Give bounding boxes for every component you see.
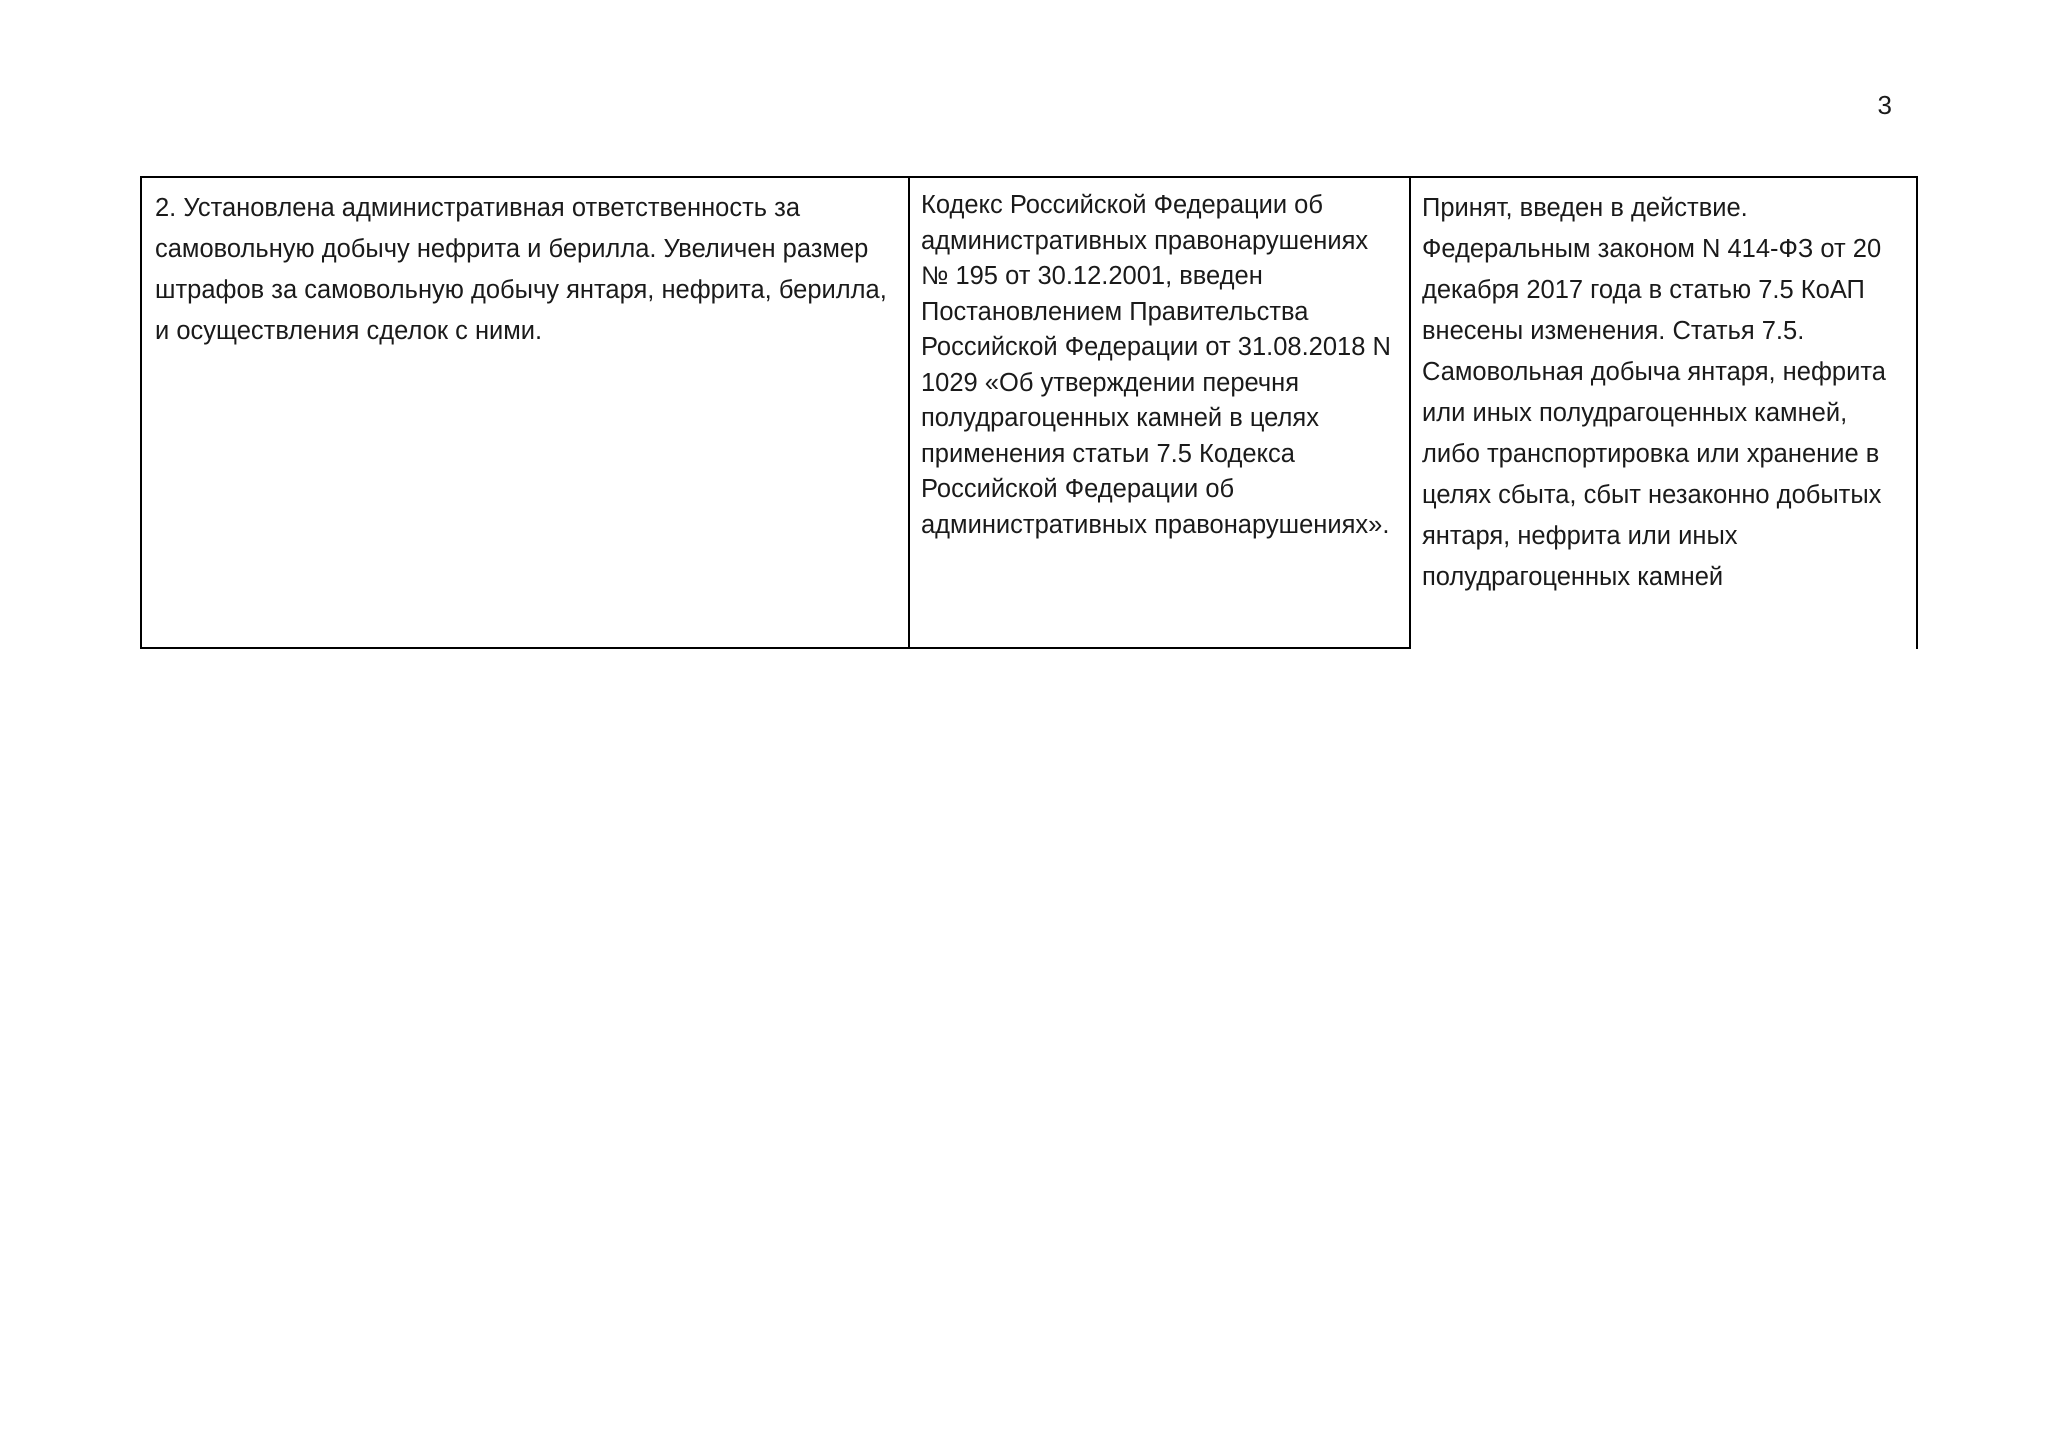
legal-act-text: Кодекс Российской Федерации об административных правонарушениях № 195 от 30.12.2001, введен Постановлением Правительства Российской Федерации от 31.08.2018 N 1029 «Об утверждении перечня полудрагоценных камней в целях применения статьи 7.5 Кодекса Российской Федерации об административных правонарушениях». — [921, 191, 1391, 539]
status-text: Принят, введен в действие. Федеральным законом N 414-ФЗ от 20 декабря 2017 года в статью 7.5 КоАП внесены изменения. Статья 7.5. Самовольная добыча янтаря, нефрита или иных полудрагоценных камней, либо транспортировка или хранение в целях сбыта, сбыт незаконно добытых янтаря, нефрита или иных полудрагоценных камней — [1422, 194, 1886, 591]
table-cell-description — [140, 176, 910, 649]
table-cell-legal-act — [908, 176, 1411, 649]
table-cell-status — [1409, 176, 1918, 649]
description-text: 2. Установлена административная ответственность за самовольную добычу нефрита и берилла. Увеличен размер штрафов за самовольную добычу янтаря, нефрита, берилла, и осуществления сделок с ними. — [155, 194, 887, 345]
page-number: 3 — [1877, 90, 1892, 120]
document-table — [140, 176, 1918, 648]
